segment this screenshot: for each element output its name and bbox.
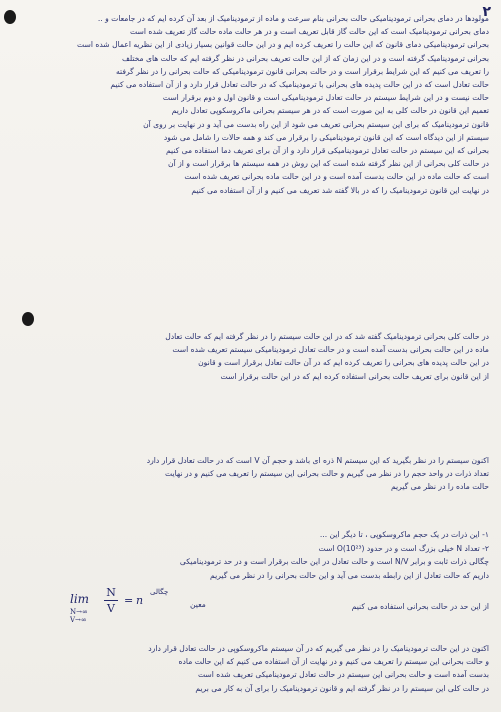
formula-lim: lim [70, 592, 90, 606]
text-line: سیستم از این دیدگاه است که این قانون ترمودینامیکی را برقرار می کند و همه حالات را شامل می شود [163, 132, 489, 142]
punch-hole-top [4, 10, 16, 24]
list-item: ۱- این ذرات در یک حجم ماکروسکوپی ، تا دیگر این ... [319, 530, 489, 539]
text-line: را تعریف می کنیم که این شرایط برقرار است و در حالت بحرانی قانون ترمودینامیکی که حالت بحرانی را در نظر گرفته [115, 66, 489, 76]
handwritten-paragraph-4 [240, 600, 489, 620]
text-line: از این قانون برای تعریف حالت بحرانی استفاده کرده ایم که در این حالت برقرار است [220, 371, 489, 381]
handwritten-paragraph-2 [28, 330, 489, 400]
list-item: داریم که حالت تعادل از این رابطه بدست می آید و این حالت بحرانی را در نظر می گیریم [210, 570, 489, 580]
assumption-list [70, 528, 489, 582]
fraction-bar [104, 600, 118, 601]
list-item: ۲- تعداد N خیلی بزرگ است و در حدود (10²³)O است [318, 543, 489, 553]
text-line: تعداد ذرات در واحد حجم را در نظر می گیریم و حالت بحرانی این سیستم را تعریف می کنیم و در نهایت [165, 469, 489, 479]
handwritten-paragraph-5 [28, 642, 489, 708]
formula-subscript [70, 608, 88, 624]
text-line: در حالت کلی این سیستم را در نظر گرفته ایم و قانون ترمودینامیک را برای آن به کار می بریم [195, 683, 489, 693]
text-line: در این حالت پدیده های بحرانی را تعریف کرده ایم که در آن حالت تعادل برقرار است و قانون [198, 358, 489, 368]
text-line: بحرانی ترمودینامیک گرفته است و در این زمان که از این حالت تعریف بحرانی در نظر گرفته ایم که حالت های مختلف [121, 53, 489, 63]
handwritten-paragraph-3 [28, 454, 489, 526]
text-line: اکنون در این حالت ترمودینامیک را در نظر می گیریم که در آن سیستم ماکروسکوپی در حالت تعادل قرار دارد [148, 644, 489, 653]
text-line: و حالت بحرانی این سیستم را تعریف می کنیم و در نهایت از آن استفاده می کنیم که این حالت ماده [178, 657, 489, 667]
text-line: است که حالت ماده در این حالت بدست آمده است و در این حالت ماده بحرانی تعریف شده است [184, 172, 489, 182]
limit-formula [70, 582, 190, 630]
handwritten-paragraph-1 [28, 12, 489, 242]
text-line: از این حد در حالت بحرانی استفاده می کنیم [351, 602, 489, 611]
formula-annotation: چگالی [150, 588, 169, 596]
text-line: در حالت کلی بحرانی از این نظر گرفته شده است که این روش در همه سیستم ها برقرار است و از آن [168, 159, 489, 169]
formula-fraction [104, 586, 118, 615]
text-line: حالت تعادل است که در این حالت پدیده های بحرانی با ترمودینامیک که در حالت تعادل قرار دارد و از آن استفاده می کنیم [110, 80, 489, 90]
text-line: بدست آمده است و حالت بحرانی این سیستم در حالت تعادل ترمودینامیکی تعریف شده است [197, 670, 489, 680]
text-line: قانون ترمودینامیک که برای این سیستم بحرانی تعریف می شود از این راه بدست می آید و در نهایت بر روی آن [143, 119, 489, 129]
formula-denominator: V [107, 602, 115, 615]
formula-equals: = [124, 594, 134, 607]
text-line: حالت ماده را در نظر می گیریم [390, 482, 489, 492]
text-line: مولودها در دمای بحرانی ترمودینامیکی حالت بحرانی بنام سرعت و ماده از ترمودینامیک از بعد آن کرده ایم که در جامعات و .. [97, 14, 489, 23]
list-item: چگالی ذرات ثابت و برابر N/V است و حالت تعادل در این حالت برقرار است و در حد ترمودینامیکی [179, 557, 489, 566]
text-line: تعمیم این قانون در حالت کلی به این صورت است که در هر سیستم بحرانی ماکروسکوپی تعادل داریم [171, 106, 489, 116]
page-number: ۲ [482, 4, 491, 20]
text-line: ماده در این حالت بحرانی بدست آمده است و در حالت تعادل ترمودینامیکی سیستم تعریف شده است [172, 345, 489, 355]
formula-sub-n: N→∞ [70, 608, 88, 616]
formula-rhs: n [136, 594, 144, 607]
text-line: حالت نیست و در این شرایط سیستم در حالت تعادل ترمودینامیکی است و قانون اول و دوم برقرار است [162, 93, 489, 103]
text-line: بحرانی که این سیستم در حالت تعادل ترمودینامیکی قرار دارد و از آن برای تعریف دما استفاده می کنیم [165, 146, 489, 156]
text-line: در نهایت این قانون ترمودینامیک را که در بالا گفته شد تعریف می کنیم و از آن استفاده می کنیم [191, 185, 489, 195]
text-line: دمای بحرانی ترمودینامیک است که این حالت گاز قابل تعریف است و در هر حالت ماده حالت گاز تعریف شده است [130, 27, 489, 37]
text-line: بحرانی ترمودینامیکی دمای قانون که این حالت را تعریف کرده ایم و در این حالت قوانین بسیار زیادی از این نظریه اعمال شده است [77, 40, 489, 50]
formula-numerator: N [106, 586, 116, 599]
text-line: در حالت کلی بحرانی ترمودینامیک گفته شد که در این حالت سیستم را در نظر گرفته ایم که حالت تعادل [165, 332, 489, 341]
formula-label: معین [190, 600, 206, 609]
punch-hole-middle [22, 312, 34, 326]
text-line: اکنون سیستم را در نظر بگیرید که این سیستم N ذره ای باشد و حجم آن V است که در حالت تعادل قرار دارد [146, 456, 489, 465]
formula-sub-v: V→∞ [70, 616, 87, 624]
